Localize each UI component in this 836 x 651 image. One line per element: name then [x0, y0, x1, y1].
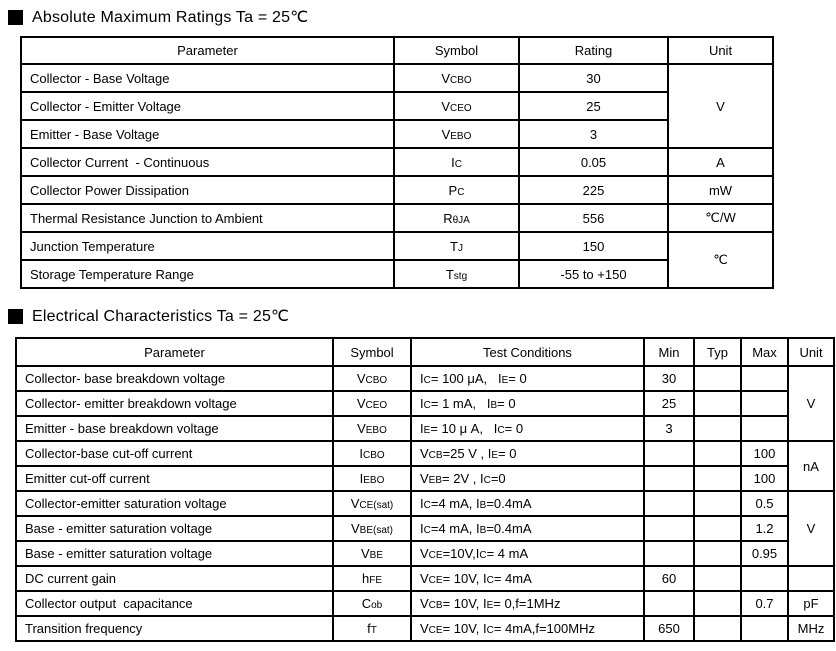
cell-symbol: Tstg [394, 260, 519, 288]
cell-symbol: fT [333, 616, 411, 641]
cell-min [644, 541, 694, 566]
table-row [16, 366, 834, 391]
cell-parameter: DC current gain [16, 566, 333, 591]
cell-parameter: Collector- base breakdown voltage [16, 366, 333, 391]
cell-symbol: VCE(sat) [333, 491, 411, 516]
column-header-min: Min [644, 338, 694, 366]
column-header-symbol: Symbol [394, 37, 519, 64]
cell-min: 25 [644, 391, 694, 416]
table-row [21, 176, 773, 204]
cell-parameter: Thermal Resistance Junction to Ambient [21, 204, 394, 232]
cell-max: 100 [741, 441, 788, 466]
absolute-maximum-ratings-table [20, 36, 774, 289]
section-bullet-icon [8, 10, 23, 25]
cell-test-conditions: VCB= 10V, IE= 0,f=1MHz [411, 591, 644, 616]
table-row [16, 566, 834, 591]
cell-typ [694, 441, 741, 466]
cell-min [644, 516, 694, 541]
column-header-max: Max [741, 338, 788, 366]
table-row [16, 416, 834, 441]
electrical-characteristics-table [15, 337, 835, 642]
cell-max: 0.95 [741, 541, 788, 566]
section-title-absolute-maximum-ratings [8, 7, 836, 27]
cell-symbol: VCEO [333, 391, 411, 416]
cell-typ [694, 416, 741, 441]
cell-rating: -55 to +150 [519, 260, 668, 288]
cell-typ [694, 566, 741, 591]
cell-unit: A [668, 148, 773, 176]
table-row [21, 120, 773, 148]
cell-typ [694, 591, 741, 616]
cell-min [644, 591, 694, 616]
section-title-text: Absolute Maximum Ratings Ta = 25℃ [32, 9, 309, 26]
table-row [16, 466, 834, 491]
cell-parameter: Storage Temperature Range [21, 260, 394, 288]
cell-symbol: VBE [333, 541, 411, 566]
cell-typ [694, 491, 741, 516]
cell-min: 3 [644, 416, 694, 441]
cell-symbol: IEBO [333, 466, 411, 491]
section-title-electrical-characteristics [8, 306, 836, 326]
cell-unit: V [668, 64, 773, 148]
table-header-row [21, 37, 773, 64]
cell-parameter: Collector - Emitter Voltage [21, 92, 394, 120]
table-row [16, 516, 834, 541]
cell-min: 30 [644, 366, 694, 391]
table-row [16, 391, 834, 416]
cell-typ [694, 366, 741, 391]
cell-parameter: Collector - Base Voltage [21, 64, 394, 92]
cell-symbol: VEBO [333, 416, 411, 441]
table-row [21, 204, 773, 232]
cell-parameter: Emitter cut-off current [16, 466, 333, 491]
cell-rating: 3 [519, 120, 668, 148]
cell-symbol: VCEO [394, 92, 519, 120]
table-header-row [16, 338, 834, 366]
cell-parameter: Collector output capacitance [16, 591, 333, 616]
cell-rating: 25 [519, 92, 668, 120]
cell-symbol: PC [394, 176, 519, 204]
cell-symbol: hFE [333, 566, 411, 591]
cell-symbol: IC [394, 148, 519, 176]
section-bullet-icon [8, 309, 23, 324]
cell-min [644, 441, 694, 466]
table-row [21, 260, 773, 288]
cell-rating: 150 [519, 232, 668, 260]
column-header-parameter: Parameter [21, 37, 394, 64]
cell-rating: 225 [519, 176, 668, 204]
cell-symbol: ICBO [333, 441, 411, 466]
cell-unit: ℃ [668, 232, 773, 288]
cell-unit: mW [668, 176, 773, 204]
cell-symbol: VBE(sat) [333, 516, 411, 541]
cell-test-conditions: IC=4 mA, IB=0.4mA [411, 516, 644, 541]
cell-parameter: Transition frequency [16, 616, 333, 641]
cell-typ [694, 466, 741, 491]
cell-symbol: Cob [333, 591, 411, 616]
cell-typ [694, 616, 741, 641]
cell-parameter: Emitter - Base Voltage [21, 120, 394, 148]
cell-parameter: Base - emitter saturation voltage [16, 541, 333, 566]
cell-rating: 556 [519, 204, 668, 232]
cell-symbol: VEBO [394, 120, 519, 148]
table-row [21, 148, 773, 176]
cell-unit: V [788, 366, 834, 441]
cell-parameter: Collector-base cut-off current [16, 441, 333, 466]
cell-parameter: Collector Power Dissipation [21, 176, 394, 204]
datasheet-page [0, 7, 836, 651]
cell-max: 100 [741, 466, 788, 491]
column-header-unit: Unit [788, 338, 834, 366]
column-header-parameter: Parameter [16, 338, 333, 366]
cell-typ [694, 541, 741, 566]
cell-parameter: Collector- emitter breakdown voltage [16, 391, 333, 416]
cell-unit: ℃/W [668, 204, 773, 232]
cell-parameter: Emitter - base breakdown voltage [16, 416, 333, 441]
cell-unit [788, 566, 834, 591]
table-row [16, 541, 834, 566]
column-header-typ: Typ [694, 338, 741, 366]
cell-max [741, 391, 788, 416]
cell-rating: 0.05 [519, 148, 668, 176]
cell-test-conditions: IC= 1 mA, IB= 0 [411, 391, 644, 416]
cell-test-conditions: VEB= 2V , IC=0 [411, 466, 644, 491]
cell-symbol: VCBO [333, 366, 411, 391]
cell-max [741, 616, 788, 641]
cell-max: 0.7 [741, 591, 788, 616]
cell-symbol: VCBO [394, 64, 519, 92]
cell-typ [694, 391, 741, 416]
table-row [21, 64, 773, 92]
cell-test-conditions: VCE=10V,IC= 4 mA [411, 541, 644, 566]
column-header-symbol: Symbol [333, 338, 411, 366]
column-header-unit: Unit [668, 37, 773, 64]
cell-min [644, 491, 694, 516]
cell-parameter: Collector-emitter saturation voltage [16, 491, 333, 516]
section-title-text: Electrical Characteristics Ta = 25℃ [32, 308, 290, 325]
cell-min: 650 [644, 616, 694, 641]
cell-max: 0.5 [741, 491, 788, 516]
cell-rating: 30 [519, 64, 668, 92]
cell-test-conditions: VCE= 10V, IC= 4mA,f=100MHz [411, 616, 644, 641]
column-header-test-conditions: Test Conditions [411, 338, 644, 366]
cell-test-conditions: VCB=25 V , IE= 0 [411, 441, 644, 466]
cell-min [644, 466, 694, 491]
table-row [16, 491, 834, 516]
cell-test-conditions: VCE= 10V, IC= 4mA [411, 566, 644, 591]
cell-typ [694, 516, 741, 541]
cell-unit: nA [788, 441, 834, 491]
cell-test-conditions: IC= 100 μA, IE= 0 [411, 366, 644, 391]
cell-test-conditions: IE= 10 μ A, IC= 0 [411, 416, 644, 441]
cell-test-conditions: IC=4 mA, IB=0.4mA [411, 491, 644, 516]
cell-parameter: Collector Current - Continuous [21, 148, 394, 176]
cell-max [741, 416, 788, 441]
column-header-rating: Rating [519, 37, 668, 64]
cell-min: 60 [644, 566, 694, 591]
table-row [16, 591, 834, 616]
table-row [16, 441, 834, 466]
table-row [21, 232, 773, 260]
table-row [21, 92, 773, 120]
cell-symbol: RθJA [394, 204, 519, 232]
cell-parameter: Base - emitter saturation voltage [16, 516, 333, 541]
table-row [16, 616, 834, 641]
cell-max [741, 366, 788, 391]
cell-symbol: TJ [394, 232, 519, 260]
cell-max [741, 566, 788, 591]
cell-max: 1.2 [741, 516, 788, 541]
cell-parameter: Junction Temperature [21, 232, 394, 260]
cell-unit: pF [788, 591, 834, 616]
cell-unit: MHz [788, 616, 834, 641]
cell-unit: V [788, 491, 834, 566]
